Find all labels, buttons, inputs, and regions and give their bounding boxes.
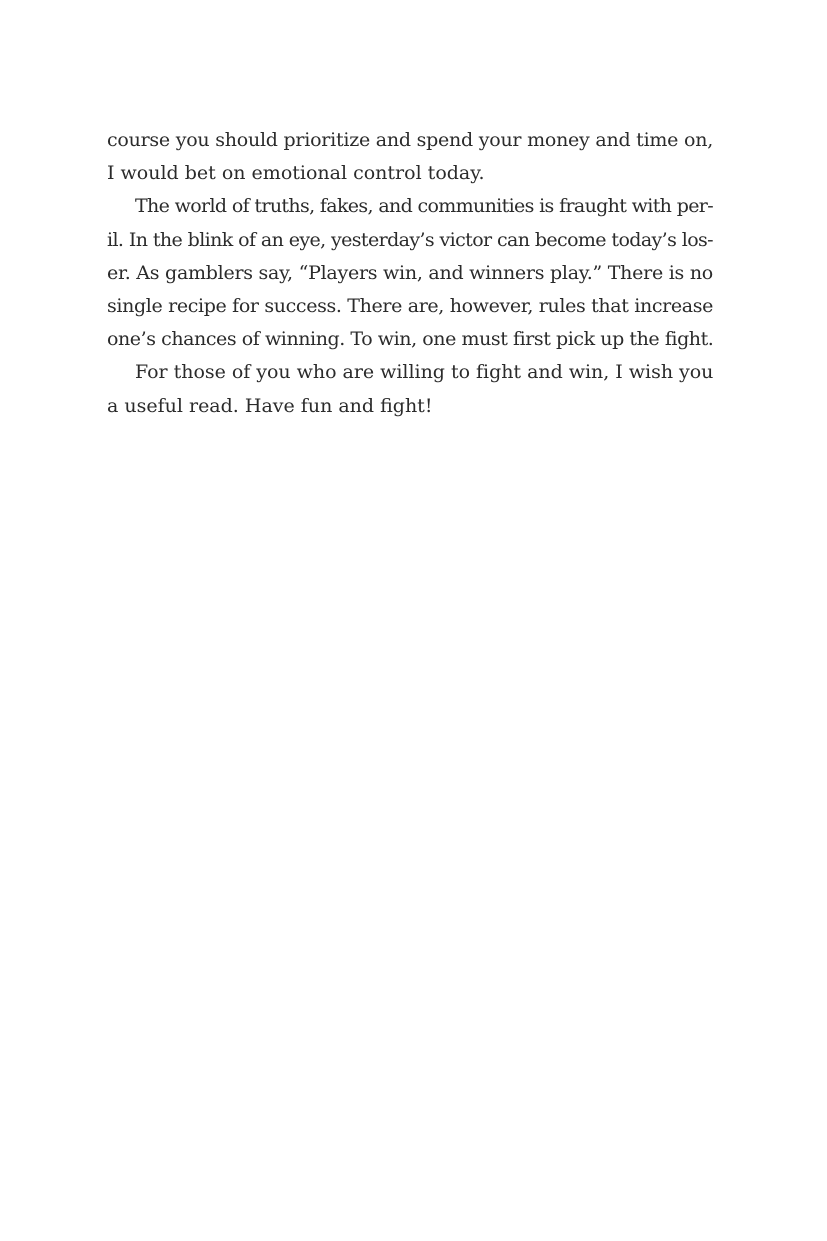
text-line: The world of truths, fakes, and communities is fraught with per-	[135, 195, 713, 218]
text-line: I would bet on emotional control today.	[107, 162, 485, 185]
text-line: single recipe for success. There are, however, rules that increase	[107, 294, 713, 317]
text-line: course you should prioritize and spend your money and time on,	[107, 129, 713, 151]
text-line: er. As gamblers say, “Players win, and winners play.” There is no	[107, 261, 713, 284]
body-text	[107, 124, 713, 423]
text-line: one’s chances of winning. To win, one must first pick up the fight.	[107, 328, 714, 351]
text-line: a useful read. Have fun and fight!	[107, 394, 433, 417]
text-line: il. In the blink of an eye, yesterday’s victor can become today’s los-	[107, 228, 713, 251]
text-line: For those of you who are willing to fight and win, I wish you	[135, 361, 714, 384]
